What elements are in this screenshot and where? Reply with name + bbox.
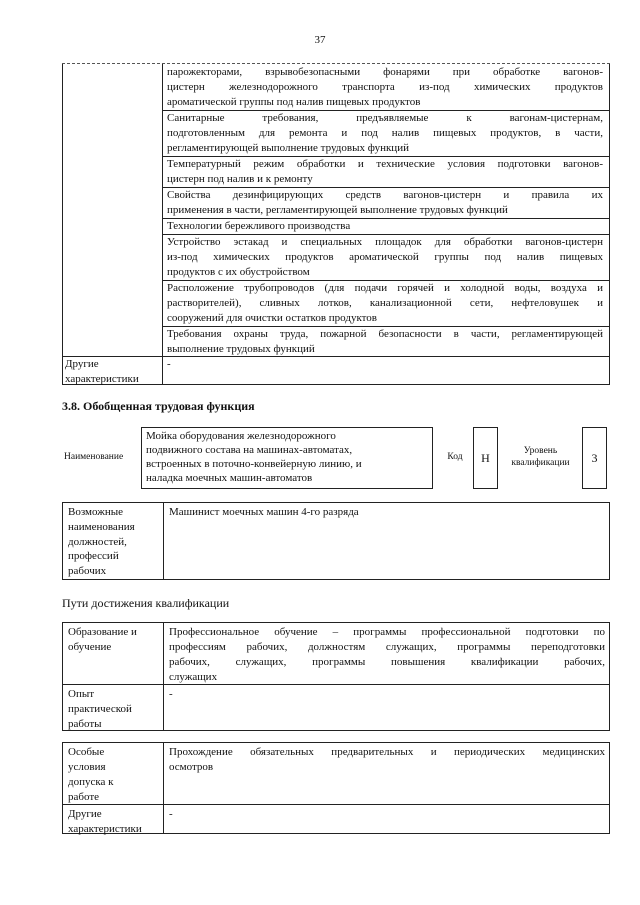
paths-title: Пути достижения квалификации xyxy=(62,596,230,610)
positions-table xyxy=(62,502,610,580)
table-left-border xyxy=(62,63,63,385)
table-column-divider xyxy=(162,63,163,385)
other-characteristics-value: - xyxy=(167,358,171,370)
special-conditions-label: Особые условия допуска к работе xyxy=(68,746,114,803)
requirement-item: Санитарные требования, предъявляемые к вагонам-цистернам, подготовленным для ремонта и под налив пищевых продуктов, в части, регламентирующей выполнение трудовых функций xyxy=(167,112,603,154)
level-label: Уровень квалификации xyxy=(511,446,570,468)
column-divider xyxy=(163,623,164,684)
section-title: 3.8. Обобщенная трудовая функция xyxy=(62,399,255,413)
conditions-table xyxy=(62,742,610,834)
code-value-box: Н xyxy=(473,427,498,489)
page-number: 37 xyxy=(314,34,326,46)
requirement-item: Технологии бережливого производства xyxy=(167,220,351,232)
positions-row xyxy=(63,503,609,579)
education-label: Образование и обучение xyxy=(68,626,137,653)
experience-row xyxy=(63,684,609,730)
experience-value: - xyxy=(169,688,173,700)
special-conditions-value: Прохождение обязательных предварительных и периодических медицинских осмотров xyxy=(169,746,605,773)
column-divider xyxy=(163,503,164,579)
level-value-box: 3 xyxy=(582,427,607,489)
other-characteristics-row xyxy=(63,804,609,833)
requirement-item: Свойства дезинфицирующих средств вагонов-цистерн и правила их применения в части, регламентирующей выполнение трудовых функций xyxy=(167,189,603,216)
requirement-item: Требования охраны труда, пожарной безопасности в части, регламентирующей выполнение трудовых функций xyxy=(167,328,603,355)
education-value: Профессиональное обучение – программы профессиональной подготовки по профессиям рабочих, должностям служащих, программы переподготовки рабочих, служащих, программы повышения квалификации рабочих, служащих xyxy=(169,626,605,683)
education-table xyxy=(62,622,610,731)
other-characteristics-label: Другие характеристики xyxy=(68,808,142,835)
requirement-item: Устройство эстакад и специальных площадок для обработки вагонов-цистерн из-под химических продуктов ароматической группы под налив пищевых продуктов с их обустройством xyxy=(167,236,603,278)
column-divider xyxy=(163,805,164,833)
knowledge-table-continuation xyxy=(62,63,610,385)
column-divider xyxy=(163,685,164,730)
positions-label: Возможные наименования должностей, профессий рабочих xyxy=(68,506,135,578)
other-characteristics-value: - xyxy=(169,808,173,820)
table-right-border xyxy=(609,63,610,385)
name-label: Наименование xyxy=(64,452,124,462)
education-row xyxy=(63,623,609,684)
function-name-box: Мойка оборудования железнодорожного подвижного состава на машинах-автоматах, встроенных в поточно-конвейерную линию, и наладка моечных машин-автоматов xyxy=(141,427,433,489)
requirement-item: парожекторами, взрывобезопасными фонарями при обработке вагонов- цистерн железнодорожного транспорта из-под химических продуктов ароматической группы под налив пищевых продуктов xyxy=(167,66,603,108)
other-characteristics-label: Другие характеристики xyxy=(65,358,139,385)
table-top-border xyxy=(62,63,610,64)
column-divider xyxy=(163,743,164,804)
positions-value: Машинист моечных машин 4-го разряда xyxy=(169,506,359,518)
code-label: Код xyxy=(447,452,463,462)
special-conditions-row xyxy=(63,743,609,804)
experience-label: Опыт практической работы xyxy=(68,688,132,730)
requirement-item: Температурный режим обработки и технические условия подготовки вагонов- цистерн под налив и к ремонту xyxy=(167,158,603,185)
requirement-item: Расположение трубопроводов (для подачи горячей и холодной воды, воздуха и растворителей), сливных лотков, канализационной сети, нефтеловушек и сооружений для очистки остатков продуктов xyxy=(167,282,603,324)
